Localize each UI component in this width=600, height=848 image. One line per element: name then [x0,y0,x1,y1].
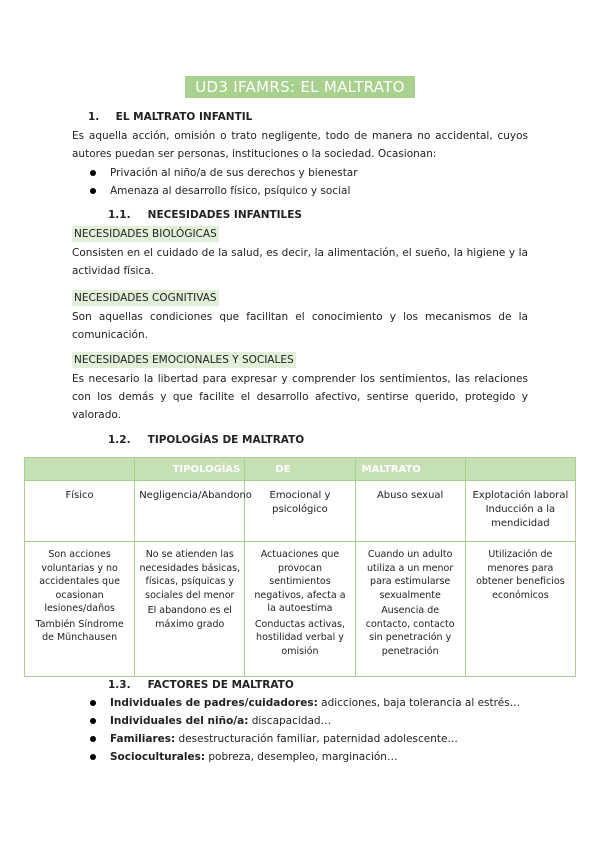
table-cell [25,542,135,677]
section-title: FACTORES DE MALTRATO [147,679,294,691]
cell-text: Ausencia de contacto, contacto sin penetración y penetración [365,605,455,657]
table-header-cell: MALTRATO [355,458,465,481]
section-title: EL MALTRATO INFANTIL [115,111,253,123]
table-header-cell: DE [245,458,355,481]
consequences-list [90,164,358,200]
cell-text: Cuando un adulto utiliza a un menor para estimularse sexualmente [367,549,454,601]
table-header-cell [25,458,135,481]
cell-text: Utilización de menores para obtener beneficios económicos [476,549,565,601]
list-item [90,730,520,748]
title-wrap [0,76,600,98]
list-item [90,694,520,712]
section-number: 1.2. [108,434,131,446]
emotional-needs-label: NECESIDADES EMOCIONALES Y SOCIALES [74,354,294,366]
cell-text: No se atienden las necesidades básicas, físicas, psíquicas y sociales del menor [139,549,241,601]
section-1-heading [88,111,252,123]
cognitive-needs-label: NECESIDADES COGNITIVAS [74,292,217,304]
factor-label: Socioculturales: [110,751,206,763]
cell-text: También Síndrome de Münchausen [35,618,124,643]
document-title: UD3 IFAMRS: EL MALTRATO [185,76,415,98]
section-number: 1.1. [108,209,131,221]
factor-text: adicciones, baja tolerancia al estrés… [317,697,521,709]
table-cell [245,542,355,677]
section-1-1-heading [108,209,302,221]
table-header-cell: TIPOLOGÍAS [135,458,245,481]
cell-text: Son acciones voluntarias y no accidentales que ocasionan lesiones/daños [39,549,120,614]
cell-text: Actuaciones que provocan sentimientos negativos, afecta a la autoestima [254,549,346,614]
section-1-3-heading [108,679,294,691]
section-number: 1.3. [108,679,131,691]
list-item: Amenaza al desarrollo físico, psíquico y social [90,182,358,200]
table-row [25,481,576,542]
table-cell: Emocional y psicológico [245,481,355,542]
list-item [90,712,520,730]
biological-needs-text: Consisten en el cuidado de la salud, es decir, la alimentación, el sueño, la higiene y la actividad física. [72,247,528,277]
factor-label: Familiares: [110,733,176,745]
emotional-needs-text: Es necesario la libertad para expresar y comprender los sentimientos, las relaciones con los demás y que facilite el desarrollo afectivo, sentirse querido, protegido y valorado. [72,373,528,421]
factor-label: Individuales del niño/a: [110,715,249,727]
section-title: NECESIDADES INFANTILES [147,209,302,221]
table-row [25,542,576,677]
table-cell: Físico [25,481,135,542]
cognitive-needs-text: Son aquellas condiciones que facilitan el conocimiento y los mecanismos de la comunicación. [72,311,528,341]
factors-list [90,694,520,766]
table-cell: Abuso sexual [355,481,465,542]
table-cell [355,542,465,677]
table-cell [135,542,245,677]
cell-text: Conductas activas, hostilidad verbal y omisión [254,618,346,657]
factor-text: desestructuración familiar, paternidad adolescente… [175,733,458,745]
factor-text: discapacidad… [248,715,332,727]
intro-paragraph: Es aquella acción, omisión o trato negligente, todo de manera no accidental, cuyos autores puedan ser personas, instituciones o la sociedad. Ocasionan: [72,130,528,160]
table-cell: Negligencia/Abandono [135,481,245,542]
section-1-2-heading [108,434,304,446]
biological-needs-label: NECESIDADES BIOLÓGICAS [74,228,217,240]
list-item [90,748,520,766]
maltreatment-types-table [24,457,576,677]
table-header-row [25,458,576,481]
table-header-cell [465,458,575,481]
factor-label: Individuales de padres/cuidadores: [110,697,318,709]
section-title: TIPOLOGÍAS DE MALTRATO [147,434,305,446]
table-cell: Explotación laboral Inducción a la mendicidad [465,481,575,542]
section-number: 1. [88,111,100,123]
factor-text: pobreza, desempleo, marginación… [205,751,398,763]
table-cell [465,542,575,677]
cell-text: El abandono es el máximo grado [147,605,232,630]
list-item: Privación al niño/a de sus derechos y bienestar [90,164,358,182]
